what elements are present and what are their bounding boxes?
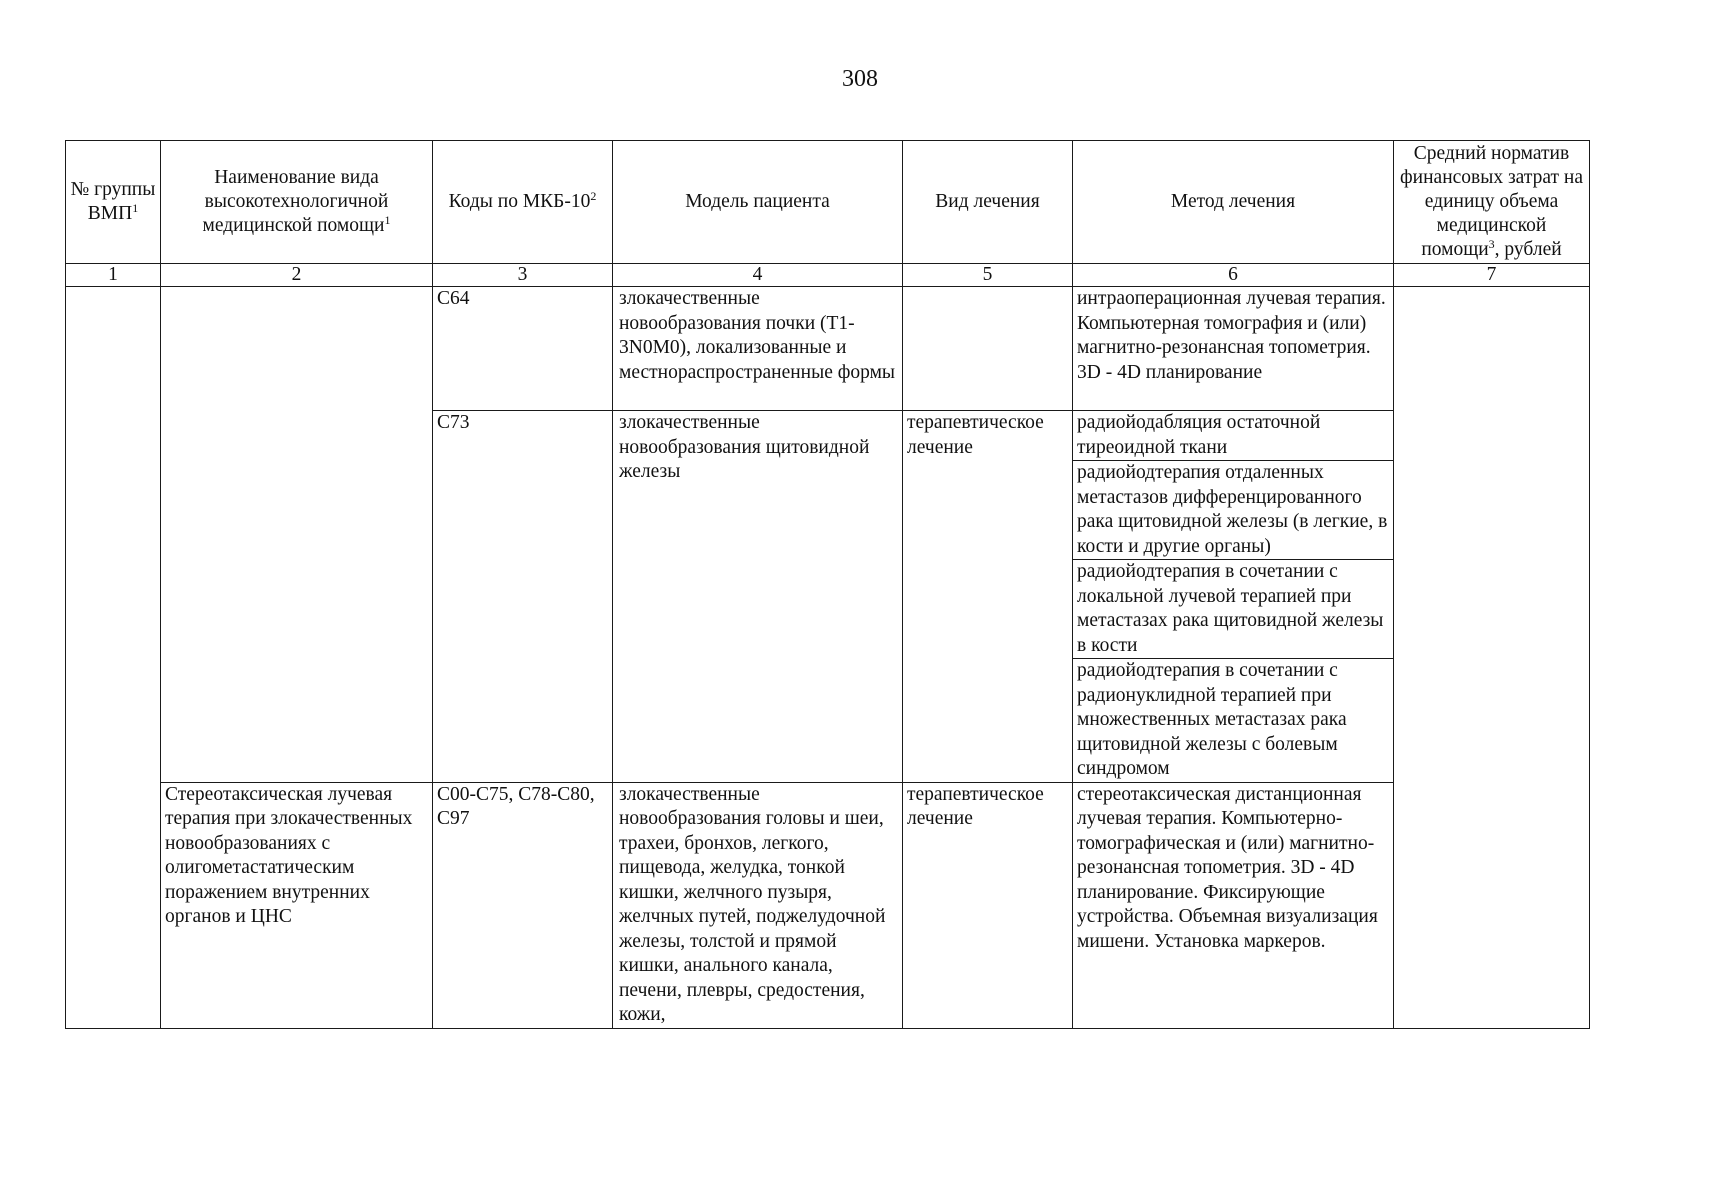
column-number: 6: [1073, 264, 1394, 287]
vmp-table: [65, 140, 1590, 1029]
treatment-method-cell: радиойодабляция остаточной тиреоидной ткани: [1073, 411, 1394, 461]
treatment-method-cell: радиойодтерапия в сочетании с радионуклидной терапией при множественных метастазах рака щитовидной железы с болевым синдромом: [1073, 659, 1394, 783]
header-cost-norm: Средний норматив финансовых затрат на единицу объема медицинской помощи$^3$, рублей: [1394, 141, 1590, 264]
header-care-type: Наименование вида высокотехнологичной медицинской помощи$^1$: [161, 141, 433, 264]
group-number-cell: [66, 287, 161, 1029]
header-group-number: № группы ВМП$^1$: [66, 141, 161, 264]
header-patient-model: Модель пациента: [613, 141, 903, 264]
header-treatment-method: Метод лечения: [1073, 141, 1394, 264]
column-number: 5: [903, 264, 1073, 287]
patient-model-cell: злокачественные новообразования головы и шеи, трахеи, бронхов, легкого, пищевода, желудка, тонкой кишки, желчного пузыря, желчных путей, поджелудочной железы, толстой и прямой кишки, анального канала, печени, плевры, средостения, кожи,: [613, 782, 903, 1028]
care-type-cell: [161, 287, 433, 783]
treatment-method-cell: интраоперационная лучевая терапия. Компьютерная томография и (или) магнитно-резонансная топометрия. 3D - 4D планирование: [1073, 287, 1394, 411]
icd-code-cell: C00-C75, C78-C80, C97: [433, 782, 613, 1028]
care-type-cell: Стереотаксическая лучевая терапия при злокачественных новообразованиях с олигометастатическим поражением внутренних органов и ЦНС: [161, 782, 433, 1028]
header-treatment-type: Вид лечения: [903, 141, 1073, 264]
column-number: 3: [433, 264, 613, 287]
patient-model-cell: злокачественные новообразования почки (T1-3N0M0), локализованные и местнораспространенные формы: [613, 287, 903, 411]
column-number: 1: [66, 264, 161, 287]
treatment-method-cell: стереотаксическая дистанционная лучевая терапия. Компьютерно-томографическая и (или) магнитно-резонансная топометрия. 3D - 4D планирование. Фиксирующие устройства. Объемная визуализация мишени. Установка маркеров.: [1073, 782, 1394, 1028]
icd-code-cell: C73: [433, 411, 613, 783]
table-row: [66, 287, 1590, 411]
treatment-method-cell: радиойодтерапия отдаленных метастазов дифференцированного рака щитовидной железы (в легкие, в кости и другие органы): [1073, 461, 1394, 560]
icd-code-cell: C64: [433, 287, 613, 411]
header-icd-codes: Коды по МКБ-$10^2$: [433, 141, 613, 264]
column-number: 2: [161, 264, 433, 287]
treatment-method-cell: радиойодтерапия в сочетании с локальной лучевой терапией при метастазах рака щитовидной железы в кости: [1073, 560, 1394, 659]
table-header-row: [66, 141, 1590, 264]
treatment-type-cell: [903, 287, 1073, 411]
column-number-row: [66, 264, 1590, 287]
column-number: 7: [1394, 264, 1590, 287]
table-row: [66, 782, 1590, 1028]
treatment-type-cell: терапевтическое лечение: [903, 782, 1073, 1028]
cost-norm-cell: [1394, 287, 1590, 1029]
page-number: 308: [842, 66, 878, 92]
column-number: 4: [613, 264, 903, 287]
treatment-type-cell: терапевтическое лечение: [903, 411, 1073, 783]
patient-model-cell: злокачественные новообразования щитовидной железы: [613, 411, 903, 783]
